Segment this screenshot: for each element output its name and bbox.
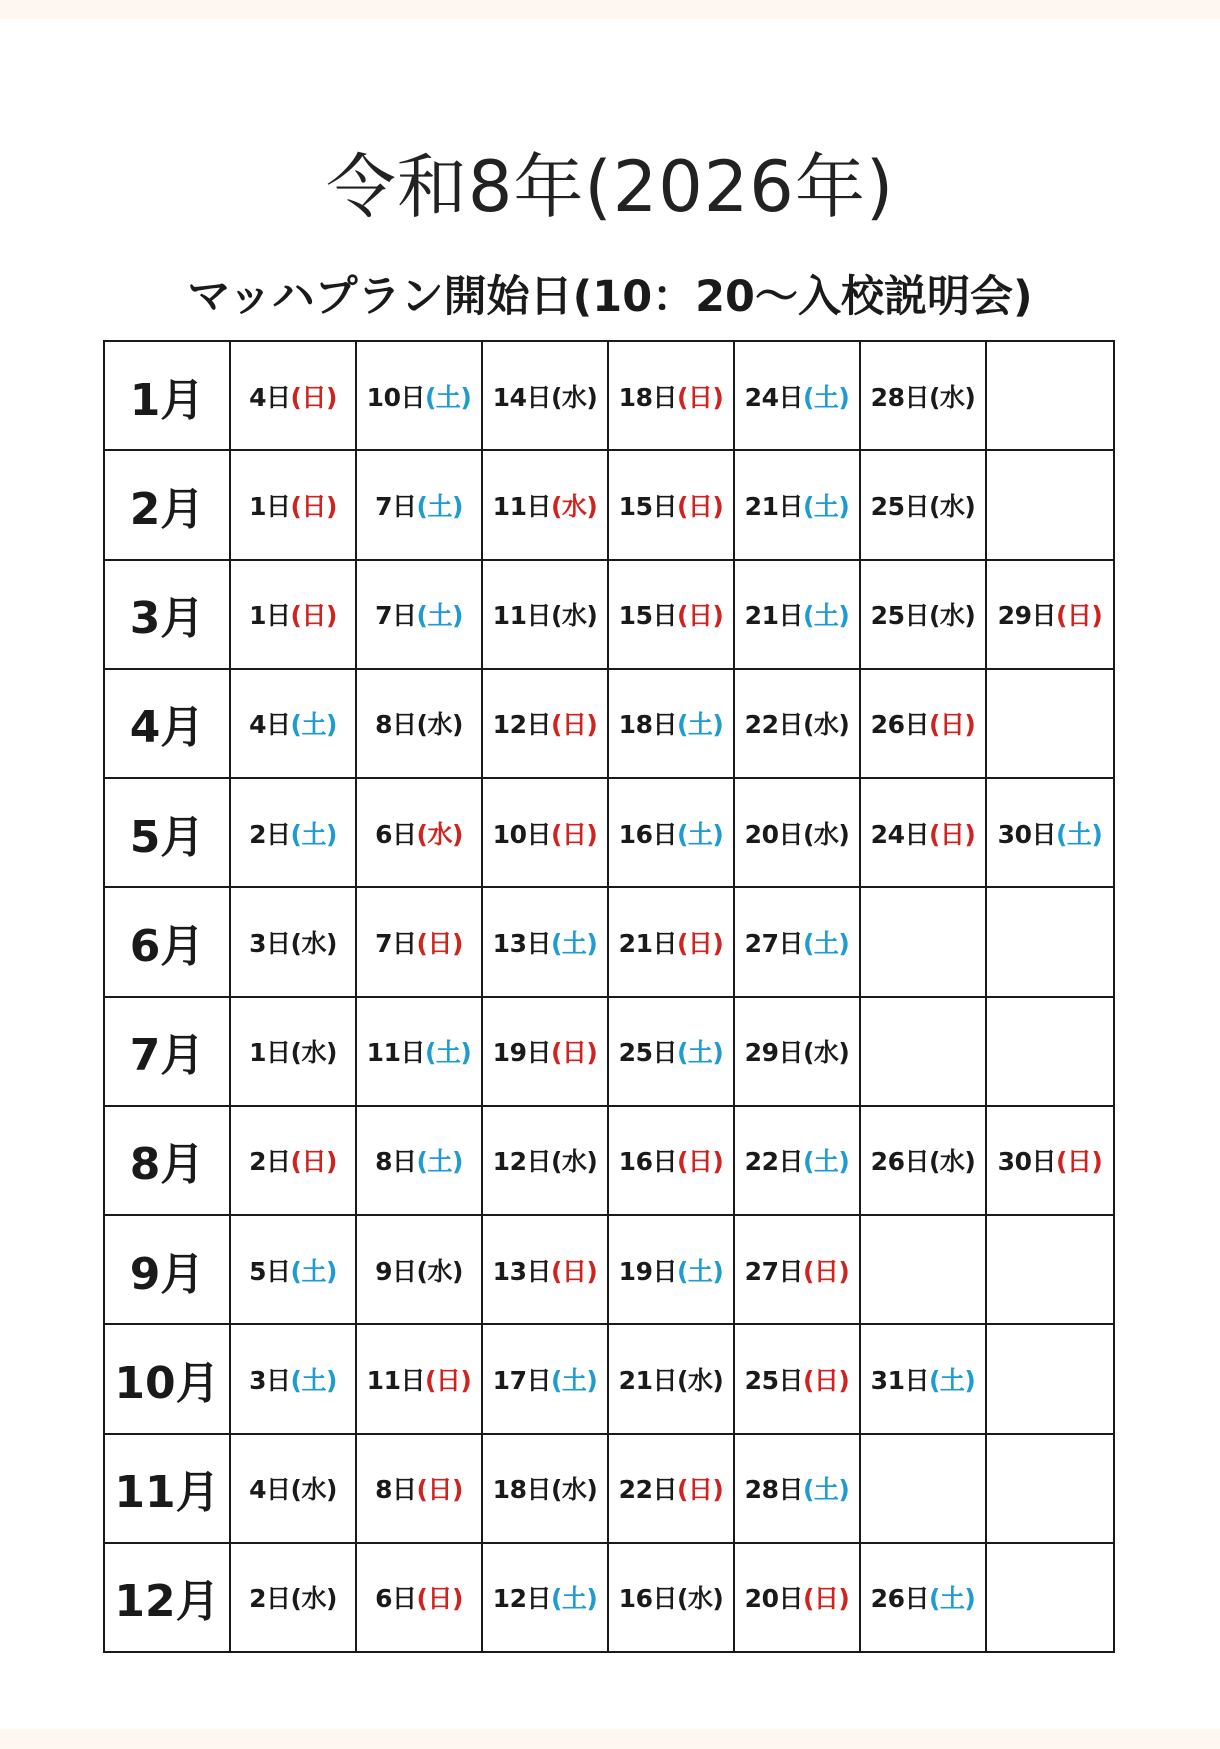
date-weekday: (日): [676, 491, 724, 521]
date-day: 4日: [249, 382, 291, 412]
date-weekday: (日): [802, 1256, 850, 1286]
date-cell: [230, 560, 356, 669]
date-cell: [356, 1106, 482, 1215]
date-day: 28日: [870, 382, 929, 412]
date-cell: [986, 560, 1114, 669]
document-page: [0, 19, 1220, 1729]
date-weekday: (土): [676, 710, 724, 740]
date-day: 12日: [492, 1147, 551, 1177]
date-weekday: (土): [802, 1147, 850, 1177]
date-day: 20日: [744, 1584, 803, 1614]
date-day: 1日: [249, 601, 291, 631]
date-day: 17日: [492, 1365, 551, 1395]
date-cell: [608, 669, 734, 778]
date-weekday: (日): [290, 491, 337, 521]
date-weekday: (土): [550, 928, 598, 958]
date-day: 1日: [249, 491, 291, 521]
empty-cell: [986, 887, 1114, 996]
date-day: 29日: [744, 1038, 803, 1068]
date-cell: [608, 778, 734, 887]
date-day: 30日: [997, 1147, 1056, 1177]
date-cell: [356, 1215, 482, 1324]
date-day: 16日: [618, 1147, 677, 1177]
date-day: 2日: [249, 1584, 291, 1614]
date-cell: [734, 1324, 860, 1433]
date-cell: [734, 778, 860, 887]
date-weekday: (水): [416, 819, 463, 849]
date-cell: [482, 778, 608, 887]
table-row: [104, 669, 1114, 778]
date-cell: [608, 1324, 734, 1433]
date-day: 31日: [870, 1365, 929, 1395]
table-row: [104, 341, 1114, 450]
date-day: 9日: [375, 1256, 417, 1286]
date-day: 2日: [249, 819, 291, 849]
date-weekday: (水): [802, 1038, 850, 1068]
date-weekday: (日): [676, 928, 724, 958]
date-weekday: (土): [424, 382, 472, 412]
date-cell: [230, 778, 356, 887]
date-cell: [356, 997, 482, 1106]
date-weekday: (日): [550, 710, 598, 740]
date-day: 21日: [744, 491, 803, 521]
date-day: 11日: [492, 601, 551, 631]
date-cell: [860, 669, 986, 778]
table-row: [104, 1106, 1114, 1215]
empty-cell: [986, 1324, 1114, 1433]
date-day: 10日: [366, 382, 425, 412]
empty-cell: [986, 669, 1114, 778]
month-label: 3月: [104, 560, 230, 669]
date-day: 22日: [744, 1147, 803, 1177]
date-weekday: (日): [676, 1475, 724, 1505]
date-day: 3日: [249, 1365, 291, 1395]
date-weekday: (土): [550, 1365, 598, 1395]
month-label: 10月: [104, 1324, 230, 1433]
date-weekday: (土): [290, 1256, 337, 1286]
date-cell: [230, 1543, 356, 1652]
date-cell: [608, 887, 734, 996]
date-day: 16日: [618, 1584, 677, 1614]
date-weekday: (日): [424, 1365, 472, 1395]
date-day: 22日: [618, 1475, 677, 1505]
date-weekday: (水): [928, 382, 976, 412]
table-row: [104, 450, 1114, 559]
date-day: 26日: [870, 710, 929, 740]
date-day: 25日: [618, 1038, 677, 1068]
page-subtitle: マッハプラン開始日(10：20～入校説明会): [187, 272, 1033, 322]
date-day: 25日: [744, 1365, 803, 1395]
date-weekday: (水): [550, 601, 598, 631]
date-cell: [482, 1215, 608, 1324]
date-day: 8日: [375, 710, 417, 740]
date-day: 5日: [249, 1256, 291, 1286]
date-weekday: (日): [290, 1147, 337, 1177]
month-label: 12月: [104, 1543, 230, 1652]
empty-cell: [860, 997, 986, 1106]
date-cell: [608, 1434, 734, 1543]
schedule-body: [104, 341, 1114, 1652]
empty-cell: [860, 887, 986, 996]
date-cell: [608, 1215, 734, 1324]
date-weekday: (日): [416, 1584, 463, 1614]
date-cell: [734, 1106, 860, 1215]
date-day: 25日: [870, 601, 929, 631]
empty-cell: [986, 341, 1114, 450]
date-weekday: (日): [550, 819, 598, 849]
date-weekday: (日): [676, 1147, 724, 1177]
empty-cell: [986, 1543, 1114, 1652]
month-label: 6月: [104, 887, 230, 996]
date-weekday: (水): [290, 1584, 337, 1614]
date-cell: [482, 560, 608, 669]
date-day: 4日: [249, 1475, 291, 1505]
date-weekday: (水): [928, 1147, 976, 1177]
date-cell: [356, 450, 482, 559]
date-weekday: (土): [424, 1038, 472, 1068]
date-cell: [608, 341, 734, 450]
date-weekday: (水): [290, 1038, 337, 1068]
date-cell: [860, 341, 986, 450]
date-weekday: (土): [676, 1256, 724, 1286]
table-row: [104, 1215, 1114, 1324]
date-cell: [482, 1543, 608, 1652]
date-day: 21日: [744, 601, 803, 631]
date-cell: [482, 669, 608, 778]
date-day: 6日: [375, 819, 417, 849]
empty-cell: [860, 1434, 986, 1543]
date-cell: [482, 997, 608, 1106]
date-weekday: (水): [416, 710, 463, 740]
date-cell: [482, 887, 608, 996]
date-weekday: (水): [676, 1584, 724, 1614]
date-weekday: (土): [290, 1365, 337, 1395]
date-day: 12日: [492, 1584, 551, 1614]
date-weekday: (土): [802, 928, 850, 958]
date-cell: [734, 560, 860, 669]
date-cell: [482, 1324, 608, 1433]
date-weekday: (日): [928, 819, 976, 849]
date-day: 19日: [492, 1038, 551, 1068]
date-weekday: (日): [1055, 601, 1103, 631]
date-day: 4日: [249, 710, 291, 740]
date-weekday: (水): [550, 1475, 598, 1505]
date-day: 14日: [492, 382, 551, 412]
table-row: [104, 1434, 1114, 1543]
date-weekday: (日): [676, 382, 724, 412]
date-cell: [734, 341, 860, 450]
date-cell: [860, 560, 986, 669]
date-weekday: (土): [416, 601, 463, 631]
date-cell: [356, 1434, 482, 1543]
date-weekday: (水): [928, 601, 976, 631]
date-weekday: (土): [928, 1584, 976, 1614]
date-weekday: (日): [290, 382, 337, 412]
date-cell: [356, 1543, 482, 1652]
date-cell: [608, 560, 734, 669]
date-cell: [230, 1215, 356, 1324]
month-label: 11月: [104, 1434, 230, 1543]
date-weekday: (土): [1055, 819, 1103, 849]
date-cell: [734, 997, 860, 1106]
date-day: 24日: [744, 382, 803, 412]
date-day: 19日: [618, 1256, 677, 1286]
date-weekday: (日): [550, 1038, 598, 1068]
date-cell: [986, 1106, 1114, 1215]
date-weekday: (土): [290, 710, 337, 740]
empty-cell: [986, 450, 1114, 559]
date-weekday: (水): [928, 491, 976, 521]
date-day: 3日: [249, 928, 291, 958]
date-cell: [230, 997, 356, 1106]
date-cell: [482, 450, 608, 559]
date-weekday: (日): [416, 1475, 463, 1505]
date-day: 28日: [744, 1475, 803, 1505]
date-day: 7日: [375, 601, 417, 631]
date-cell: [986, 778, 1114, 887]
schedule-table: [103, 340, 1115, 1653]
date-day: 8日: [375, 1147, 417, 1177]
date-cell: [608, 1543, 734, 1652]
date-weekday: (土): [550, 1584, 598, 1614]
date-day: 7日: [375, 491, 417, 521]
date-day: 11日: [366, 1365, 425, 1395]
date-cell: [230, 341, 356, 450]
date-cell: [734, 450, 860, 559]
date-day: 21日: [618, 928, 677, 958]
date-cell: [860, 1543, 986, 1652]
date-cell: [734, 669, 860, 778]
date-weekday: (水): [550, 382, 598, 412]
date-cell: [860, 1106, 986, 1215]
date-weekday: (土): [416, 491, 463, 521]
date-weekday: (日): [802, 1584, 850, 1614]
date-day: 24日: [870, 819, 929, 849]
empty-cell: [986, 997, 1114, 1106]
date-weekday: (土): [802, 601, 850, 631]
date-weekday: (日): [550, 1256, 598, 1286]
page-title: 令和8年(2026年): [325, 146, 895, 228]
date-cell: [230, 1324, 356, 1433]
date-cell: [734, 887, 860, 996]
date-weekday: (日): [416, 928, 463, 958]
month-label: 5月: [104, 778, 230, 887]
date-weekday: (日): [676, 601, 724, 631]
date-day: 11日: [366, 1038, 425, 1068]
date-day: 18日: [618, 710, 677, 740]
date-day: 6日: [375, 1584, 417, 1614]
date-day: 15日: [618, 601, 677, 631]
empty-cell: [860, 1215, 986, 1324]
date-weekday: (水): [290, 928, 337, 958]
date-cell: [734, 1215, 860, 1324]
month-label: 4月: [104, 669, 230, 778]
date-day: 2日: [249, 1147, 291, 1177]
date-cell: [356, 1324, 482, 1433]
date-weekday: (土): [416, 1147, 463, 1177]
date-day: 18日: [492, 1475, 551, 1505]
date-weekday: (土): [802, 1475, 850, 1505]
date-day: 22日: [744, 710, 803, 740]
table-row: [104, 997, 1114, 1106]
month-label: 2月: [104, 450, 230, 559]
date-weekday: (日): [802, 1365, 850, 1395]
month-label: 8月: [104, 1106, 230, 1215]
date-weekday: (土): [290, 819, 337, 849]
date-cell: [230, 669, 356, 778]
date-cell: [230, 450, 356, 559]
table-row: [104, 1543, 1114, 1652]
date-cell: [356, 778, 482, 887]
date-day: 11日: [492, 491, 551, 521]
date-day: 1日: [249, 1038, 291, 1068]
date-weekday: (土): [676, 819, 724, 849]
date-weekday: (水): [802, 819, 850, 849]
date-weekday: (土): [928, 1365, 976, 1395]
date-cell: [356, 341, 482, 450]
table-row: [104, 560, 1114, 669]
date-day: 12日: [492, 710, 551, 740]
date-day: 30日: [997, 819, 1056, 849]
date-day: 18日: [618, 382, 677, 412]
date-weekday: (水): [550, 491, 598, 521]
date-day: 13日: [492, 1256, 551, 1286]
date-weekday: (水): [290, 1475, 337, 1505]
date-cell: [482, 1434, 608, 1543]
date-weekday: (水): [550, 1147, 598, 1177]
date-day: 21日: [618, 1365, 677, 1395]
date-day: 26日: [870, 1584, 929, 1614]
date-cell: [482, 1106, 608, 1215]
date-weekday: (水): [676, 1365, 724, 1395]
date-weekday: (日): [290, 601, 337, 631]
empty-cell: [986, 1434, 1114, 1543]
date-cell: [608, 450, 734, 559]
date-cell: [230, 1434, 356, 1543]
date-day: 20日: [744, 819, 803, 849]
date-cell: [860, 450, 986, 559]
date-weekday: (水): [416, 1256, 463, 1286]
date-day: 26日: [870, 1147, 929, 1177]
date-cell: [356, 669, 482, 778]
date-day: 7日: [375, 928, 417, 958]
date-weekday: (日): [1055, 1147, 1103, 1177]
date-day: 16日: [618, 819, 677, 849]
date-day: 15日: [618, 491, 677, 521]
date-cell: [356, 887, 482, 996]
date-day: 29日: [997, 601, 1056, 631]
table-row: [104, 1324, 1114, 1433]
date-cell: [734, 1434, 860, 1543]
date-weekday: (土): [802, 491, 850, 521]
date-weekday: (土): [802, 382, 850, 412]
date-day: 8日: [375, 1475, 417, 1505]
date-weekday: (日): [928, 710, 976, 740]
date-day: 10日: [492, 819, 551, 849]
date-cell: [860, 778, 986, 887]
table-row: [104, 778, 1114, 887]
date-cell: [734, 1543, 860, 1652]
date-cell: [860, 1324, 986, 1433]
month-label: 7月: [104, 997, 230, 1106]
empty-cell: [986, 1215, 1114, 1324]
date-cell: [608, 1106, 734, 1215]
date-cell: [230, 887, 356, 996]
month-label: 1月: [104, 341, 230, 450]
month-label: 9月: [104, 1215, 230, 1324]
date-cell: [608, 997, 734, 1106]
date-cell: [356, 560, 482, 669]
date-day: 13日: [492, 928, 551, 958]
date-weekday: (水): [802, 710, 850, 740]
date-weekday: (土): [676, 1038, 724, 1068]
table-row: [104, 887, 1114, 996]
date-day: 27日: [744, 1256, 803, 1286]
date-cell: [482, 341, 608, 450]
date-cell: [230, 1106, 356, 1215]
date-day: 27日: [744, 928, 803, 958]
date-day: 25日: [870, 491, 929, 521]
